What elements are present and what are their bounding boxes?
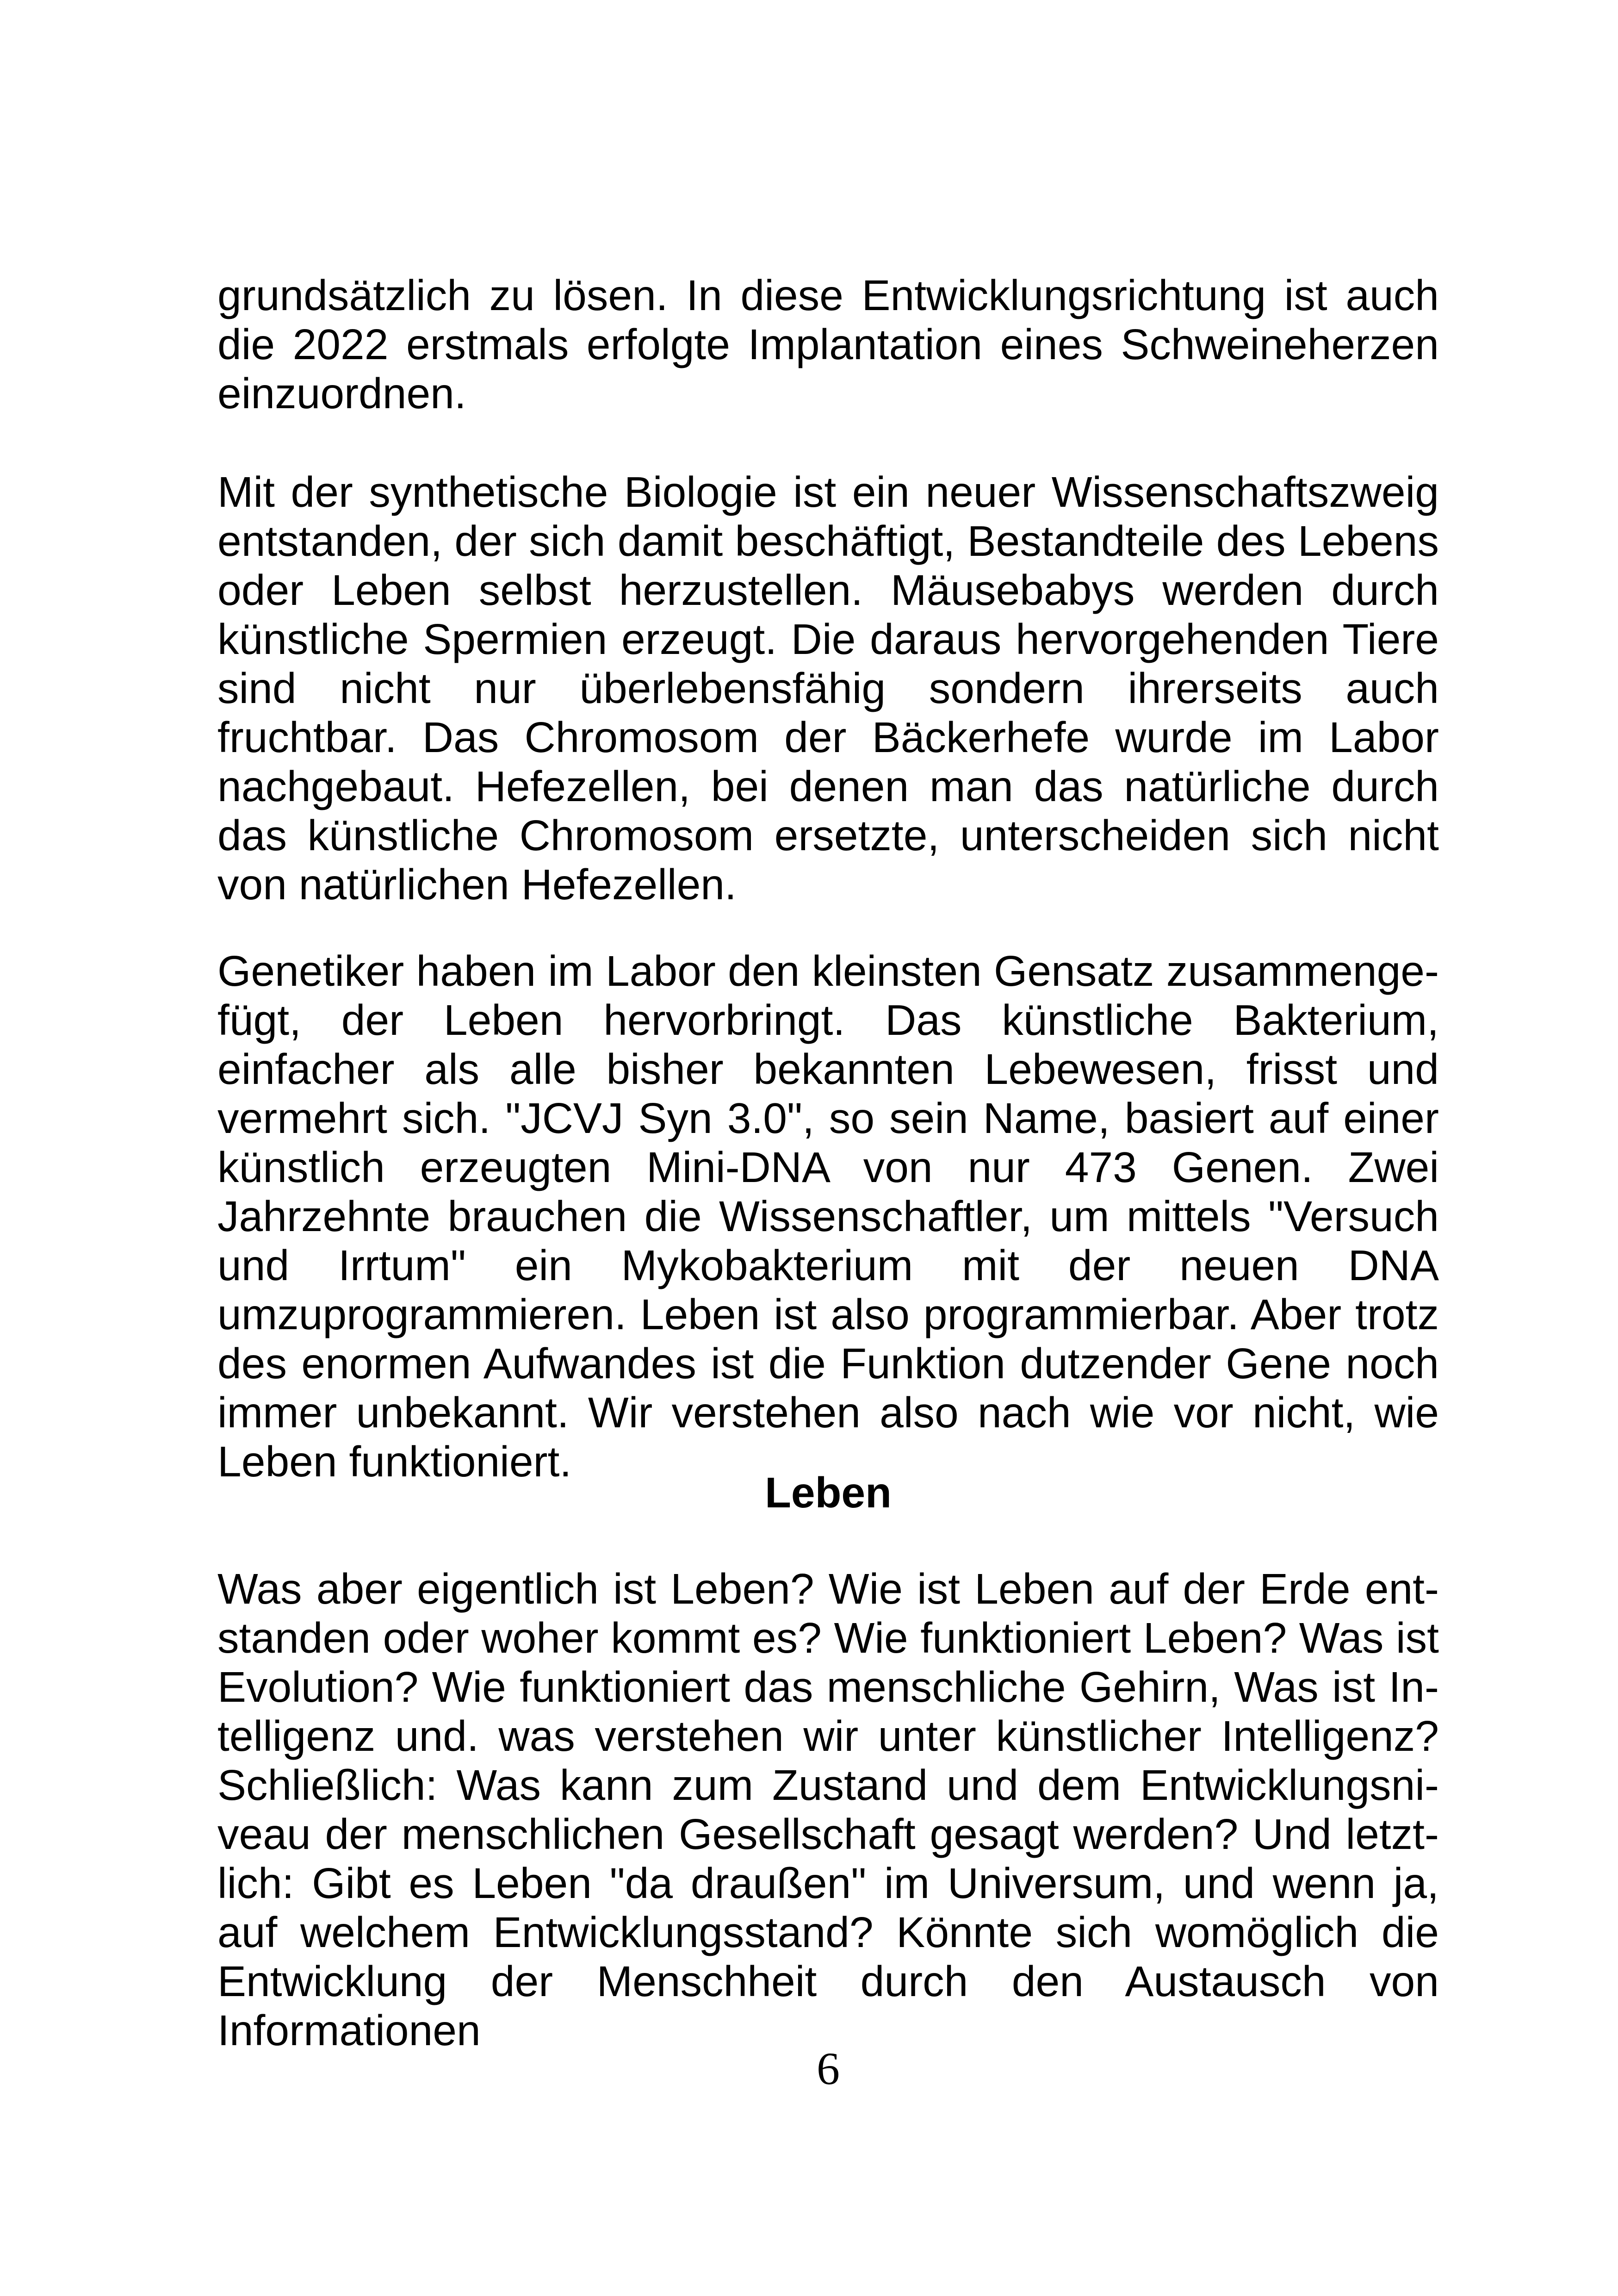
paragraph-1-text: grundsätzlich zu lösen. In diese Entwicklungsrichtung ist auch die 2022 erstmals erfolgte Implantation eines Schweineherzen einzuordnen. (217, 271, 1439, 417)
paragraph-4 (217, 1564, 1439, 2055)
section-heading: Leben (765, 1468, 892, 1517)
paragraph-3-text: Genetiker haben im Labor den kleinsten Gensatz zusammengefügt, der Leben hervorbringt. Das künstliche Bakterium, einfacher als alle bisher bekannten Lebewesen, frisst und vermehrt sich. "JCVJ Syn 3.0", so sein Name, basiert auf einer künstlich erzeugten Mini-DNA von nur 473 Genen. Zwei Jahrzehnte brauchen die Wissenschaftler, um mittels "Versuch und Irrtum" ein Mykobakterium mit der neuen DNA umzuprogrammieren. Leben ist also programmierbar. Aber trotz des enormen Aufwandes ist die Funktion dutzender Gene noch immer unbekannt. Wir verstehen also nach wie vor nicht, wie Leben funktioniert. (217, 947, 1439, 1486)
paragraph-3 (217, 946, 1439, 1486)
paragraph-1 (217, 271, 1439, 418)
page-number: 6 (817, 2043, 840, 2094)
paragraph-2-text: Mit der synthetische Biologie ist ein neuer Wissenschaftszweig entstanden, der sich damit beschäftigt, Bestandteile des Lebens oder Leben selbst herzustellen. Mäusebabys werden durch künstliche Spermien erzeugt. Die daraus hervorgehenden Tiere sind nicht nur überlebensfähig sondern ihrerseits auch fruchtbar. Das Chromosom der Bäckerhefe wurde im Labor nachgebaut. Hefezellen, bei denen man das natürliche durch das künstliche Chromosom ersetzte, unterscheiden sich nicht von natürlichen Hefezellen. (217, 468, 1439, 908)
paragraph-2 (217, 467, 1439, 909)
paragraph-4-text: Was aber eigentlich ist Leben? Wie ist Leben auf der Erde entstanden oder woher kommt es? Wie funktioniert Leben? Was ist Evolution? Wie funktioniert das menschliche Gehirn, Was ist Intelligenz und. was verstehen wir unter künstlicher Intelligenz? Schließlich: Was kann zum Zustand und dem Entwicklungsniveau der menschlichen Gesellschaft gesagt werden? Und letztlich: Gibt es Leben "da draußen" im Universum, und wenn ja, auf welchem Entwicklungsstand? Könnte sich womöglich die Entwicklung der Menschheit durch den Austausch von Informationen (217, 1565, 1439, 2054)
